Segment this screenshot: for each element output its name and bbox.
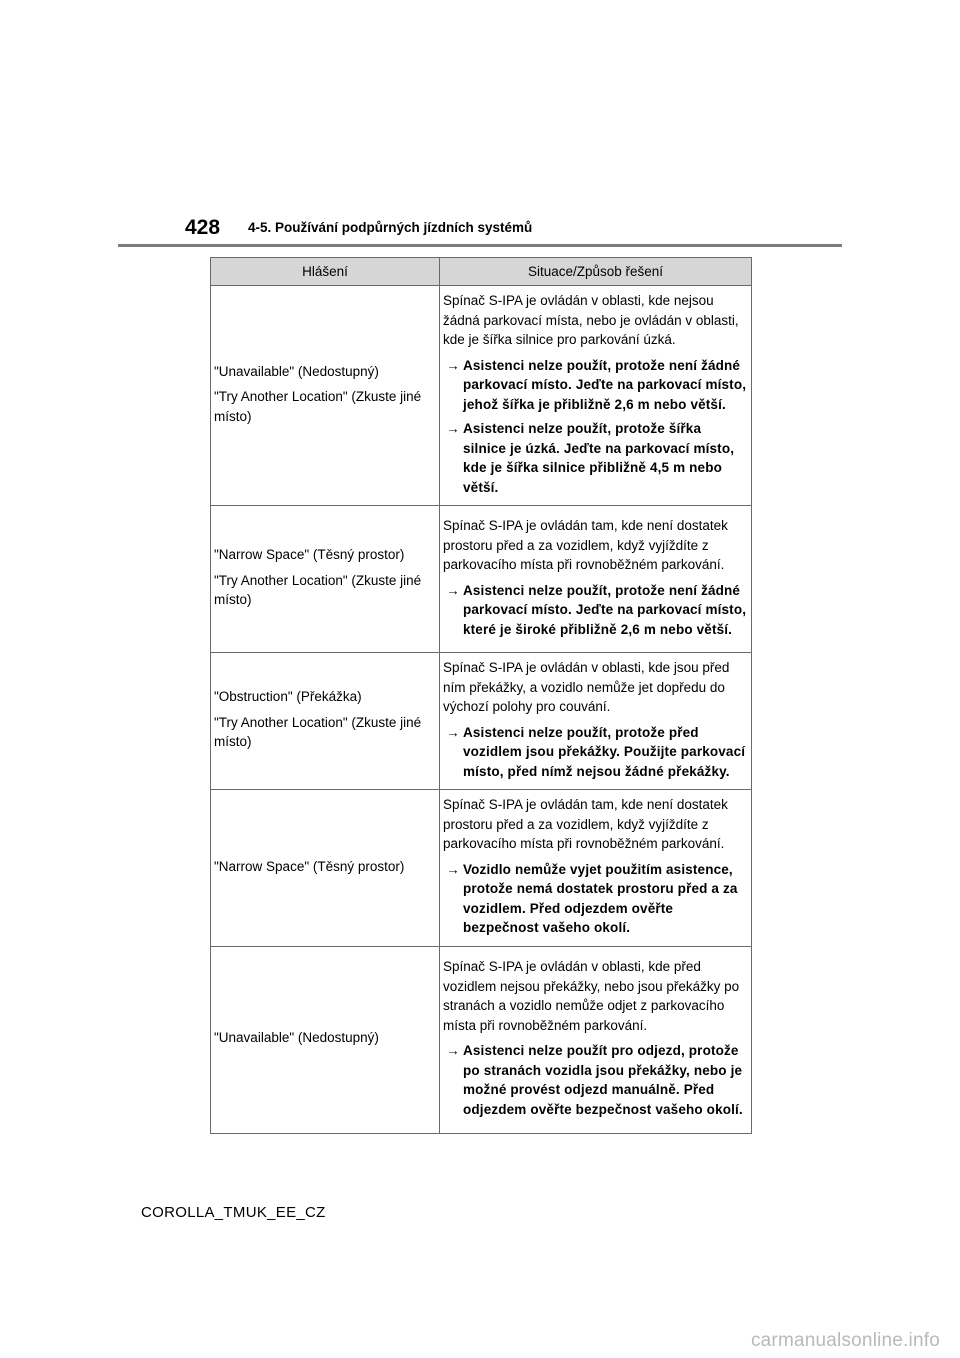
message-cell [211, 946, 440, 1133]
message-text: "Unavailable" (Nedostupný) [214, 1030, 379, 1046]
header-divider [118, 244, 842, 247]
arrow-right-icon: → [446, 582, 460, 598]
message-text: "Obstruction" (Překážka) [214, 689, 362, 705]
message-text: "Try Another Location" (Zkuste jiné místo) [214, 572, 422, 608]
situation-text: Spínač S-IPA je ovládán v oblasti, kde před vozidlem nejsou překážky, nebo jsou překážky po stranách a vozidlo nemůže odjet z parkovacího místa při rovnoběžném parkování. [443, 959, 740, 1033]
message-cell [211, 790, 440, 947]
table-header-row [211, 258, 752, 286]
situation-cell [440, 946, 752, 1133]
arrow-right-icon: → [446, 1043, 460, 1058]
message-text: "Narrow Space" (Těsný prostor) [214, 858, 405, 874]
solution-text: Asistenci nelze použít, protože před vozidlem jsou překážky. Použijte parkovací místo, před nímž nejsou žádné překážky. [463, 724, 746, 779]
solution-text: Vozidlo nemůže vyjet použitím asistence, protože nemá dostatek prostoru před a za vozidlem. Před odjezdem ověřte bezpečnost vašeho okolí. [463, 861, 738, 935]
solution-item [443, 1041, 747, 1119]
solution-item [443, 581, 747, 640]
message-text: "Narrow Space" (Těsný prostor) [214, 547, 405, 563]
arrow-right-icon: → [446, 421, 460, 436]
message-text: "Try Another Location" (Zkuste jiné místo) [214, 389, 422, 424]
situation-cell [440, 790, 752, 947]
column-header-message: Hlášení [211, 258, 440, 286]
message-table [210, 257, 752, 1134]
table-body [211, 286, 752, 1134]
table-row [211, 653, 752, 790]
table-row [211, 946, 752, 1133]
solution-item [443, 723, 747, 782]
footer-code: COROLLA_TMUK_EE_CZ [141, 1204, 326, 1221]
solution-text: Asistenci nelze použít, protože není žádné parkovací místo. Jeďte na parkovací místo, jehož šířka je přibližně 2,6 m nebo větší. [463, 357, 747, 412]
message-text: "Unavailable" (Nedostupný) [214, 363, 379, 379]
watermark: carmanualsonline.info [750, 1330, 940, 1351]
message-cell [211, 506, 440, 653]
arrow-right-icon: → [446, 724, 460, 740]
situation-cell [440, 286, 752, 506]
situation-cell [440, 653, 752, 790]
table-row [211, 506, 752, 653]
message-cell [211, 286, 440, 506]
situation-text: Spínač S-IPA je ovládán v oblasti, kde jsou před ním překážky, a vozidlo nemůže jet dopředu do výchozí polohy pro couvání. [443, 660, 730, 714]
situation-text: Spínač S-IPA je ovládán tam, kde není dostatek prostoru před a za vozidlem, když vyjíždíte z parkovacího místa při rovnoběžném parkování. [443, 518, 728, 572]
solution-text: Asistenci nelze použít, protože není žádné parkovací místo. Jeďte na parkovací místo, které je široké přibližně 2,6 m nebo větší. [463, 582, 747, 637]
column-header-situation: Situace/Způsob řešení [440, 258, 752, 286]
situation-text: Spínač S-IPA je ovládán tam, kde není dostatek prostoru před a za vozidlem, když vyjíždíte z parkovacího místa při rovnoběžném parkování. [443, 797, 728, 851]
solution-item [443, 419, 747, 497]
arrow-right-icon: → [446, 357, 460, 373]
table-row [211, 286, 752, 506]
solution-item [443, 356, 747, 415]
page-number: 428 [185, 216, 221, 239]
message-cell [211, 653, 440, 790]
table-row [211, 790, 752, 947]
arrow-right-icon: → [446, 861, 460, 877]
situation-cell [440, 506, 752, 653]
situation-text: Spínač S-IPA je ovládán v oblasti, kde nejsou žádná parkovací místa, nebo je ovládán v oblasti, kde je šířka silnice pro parkování úzká. [443, 293, 739, 347]
solution-item [443, 860, 747, 938]
section-title: 4-5. Používání podpůrných jízdních systémů [248, 220, 533, 235]
solution-text: Asistenci nelze použít, protože šířka silnice je úzká. Jeďte na parkovací místo, kde je šířka silnice přibližně 4,5 m nebo větší. [463, 421, 735, 495]
solution-text: Asistenci nelze použít pro odjezd, protože po stranách vozidla jsou překážky, nebo je možné provést odjezd manuálně. Před odjezdem ověřte bezpečnost vašeho okolí. [463, 1043, 743, 1117]
message-text: "Try Another Location" (Zkuste jiné místo) [214, 714, 422, 750]
